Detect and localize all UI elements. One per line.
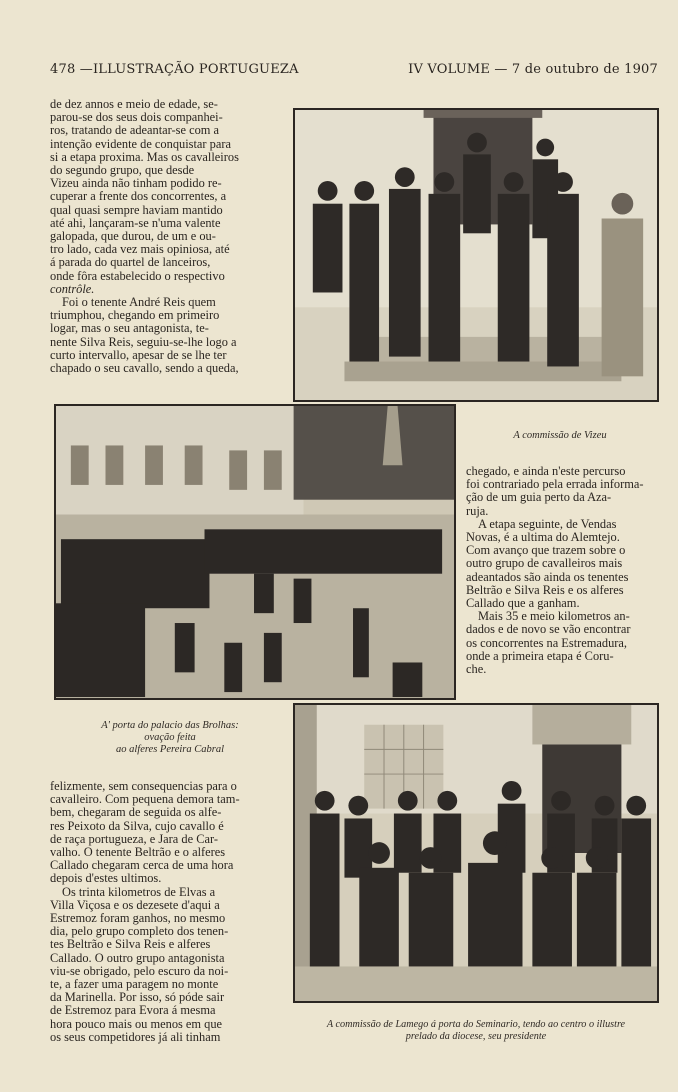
text-line: felizmente, sem consequencias para o: [50, 779, 237, 793]
seated-group-illustration: [295, 705, 657, 1001]
text-line: de Estremoz para Evora á mesma: [50, 1003, 216, 1018]
text-line: dia, pelo grupo completo dos tenen-: [50, 924, 229, 939]
text-line: onde fôra estabelecido o respectivo: [50, 268, 225, 283]
text-line: te, a fazer uma paragem no monte: [50, 977, 219, 992]
text-line: foi contrariado pela errada informa-: [466, 477, 644, 492]
text-line: curto intervallo, apesar de se lhe ter: [50, 347, 227, 362]
photo-commissao-lamego: [293, 703, 659, 1003]
text-line: Villa Viçosa e os dezesete d'aqui a: [50, 897, 220, 912]
header-left: 478 —ILLUSTRAÇÃO PORTUGUEZA: [50, 62, 299, 77]
text-line: da Marinella. Por isso, só póde sair: [50, 990, 225, 1005]
text-line: de dez annos e meio de edade, se-: [50, 97, 218, 111]
text-line: bem, chegaram de seguida os alfe-: [50, 805, 222, 820]
text-column-top: [50, 98, 260, 375]
caption-brolhas: [60, 720, 280, 756]
text-line: Com avanço que trazem sobre o: [466, 543, 626, 558]
text-line: outro grupo de cavalleiros mais: [466, 556, 623, 571]
caption-line: A' porta do palacio das Brolhas:: [101, 720, 239, 731]
text-line: cuperar a frente dos concorrentes, a: [50, 189, 227, 204]
text-line: che.: [466, 662, 487, 677]
text-line: parou-se dos seus dois companhei-: [50, 110, 223, 125]
text-line: si a etapa proxima. Mas os cavalleiros: [50, 149, 239, 164]
text-line: tro lado, cada vez mais opiniosa, até: [50, 242, 230, 257]
text-line: triumphou, chegando em primeiro: [50, 308, 220, 323]
text-line: até ahi, lançaram-se n'uma valente: [50, 215, 221, 230]
caption-lamego: [280, 1019, 672, 1043]
text-line: nente Silva Reis, seguiu-se-lhe logo a: [50, 334, 237, 349]
text-line: ros, tratando de adeantar-se com a: [50, 123, 220, 138]
text-line: Foi o tenente André Reis quem: [62, 295, 216, 310]
text-line: Estremoz foram ganhos, no mesmo: [50, 911, 226, 926]
photo-commissao-vizeu: [293, 108, 659, 402]
text-line: adeantados são ainda os tenentes: [466, 569, 629, 584]
text-line: Vizeu ainda não tinham podido re-: [50, 176, 222, 191]
caption-line: ovação feita: [144, 732, 196, 743]
crowd-scene-illustration: [56, 406, 454, 698]
text-line: os seus competidores já ali tinham: [50, 1029, 221, 1044]
text-line: Os trinta kilometros de Elvas a: [62, 884, 216, 899]
text-line: hora pouco mais ou menos em que: [50, 1016, 223, 1031]
text-line: galopada, que durou, de um e ou-: [50, 229, 216, 244]
caption-line: A commissão de Lamego á porta do Seminario, tendo ao centro o illustre: [326, 1019, 626, 1030]
text-line: Callado chegaram cerca de uma hora: [50, 858, 234, 873]
text-line: A etapa seguinte, de Vendas: [478, 516, 617, 531]
text-line: ção de um guia perto da Aza-: [466, 490, 612, 505]
page-header: [50, 62, 658, 80]
text-line: cavalleiro. Com pequena demora tam-: [50, 792, 240, 807]
text-line: Callado. O outro grupo antagonista: [50, 950, 225, 965]
text-line: logar, mas o seu antagonista, te-: [50, 321, 209, 336]
text-line: tes Beltrão e Silva Reis e alferes: [50, 937, 211, 952]
text-line: intenção evidente de conquistar para: [50, 136, 231, 151]
text-line: Novas, é a ultima do Alemtejo.: [466, 530, 620, 545]
header-right: IV VOLUME — 7 de outubro de 1907: [408, 62, 658, 77]
text-line: do segundo grupo, que desde: [50, 163, 195, 178]
group-portrait-illustration: [295, 110, 657, 400]
text-line: chegado, e ainda n'este percurso: [466, 464, 626, 478]
text-line: Callado que a ganham.: [466, 596, 580, 611]
caption-line: prelado da diocese, seu presidente: [405, 1031, 547, 1042]
text-line: á parada do quartel de lanceiros,: [50, 255, 211, 270]
text-column-bottom: [50, 780, 262, 1044]
caption-line: ao alferes Pereira Cabral: [115, 744, 224, 755]
caption-vizeu: A commissão de Vizeu: [513, 430, 607, 441]
text-line: dados e de novo se vão encontrar: [466, 622, 631, 637]
text-line: viu-se obrigado, pelo escuro da noi-: [50, 963, 229, 978]
text-line: onde a primeira etapa é Coru-: [466, 648, 614, 663]
text-line: os concorrentes na Estremadura,: [466, 635, 628, 650]
text-line: chapado o seu cavallo, sendo a queda,: [50, 361, 239, 376]
text-column-middle: [466, 465, 659, 676]
text-line: Mais 35 e meio kilometros an-: [478, 609, 630, 624]
text-line: valho. O tenente Beltrão e o alferes: [50, 845, 226, 860]
text-line: Beltrão e Silva Reis e os alferes: [466, 582, 624, 597]
text-line: de raça portugueza, e Jara de Car-: [50, 831, 218, 846]
photo-palacio-brolhas: [54, 404, 456, 700]
text-line: contrôle.: [50, 281, 95, 296]
text-line: qual quasi sempre haviam mantido: [50, 202, 223, 217]
text-line: res Peixoto da Silva, cujo cavallo é: [50, 818, 224, 833]
text-line: ruja.: [466, 503, 489, 518]
text-line: depois d'estes ultimos.: [50, 871, 162, 886]
